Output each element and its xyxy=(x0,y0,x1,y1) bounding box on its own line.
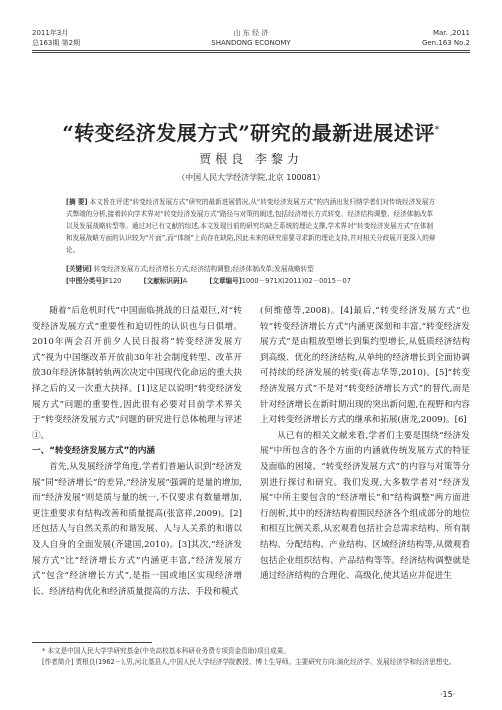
footnote-rule xyxy=(32,642,152,643)
keywords-label: [关键词] xyxy=(66,265,92,273)
section-heading-1: 一、“转变经济发展方式”的内涵 xyxy=(32,446,156,457)
article-title-text: “转变经济发展方式”研究的最新进展述评 xyxy=(62,121,435,145)
keywords-line xyxy=(66,263,436,275)
title-footnote-mark: * xyxy=(434,125,440,136)
affiliation: （中国人民大学经济学院,北京 100081） xyxy=(177,173,325,182)
authors: 贾根良 李黎力 xyxy=(199,152,303,166)
article-title xyxy=(0,117,502,146)
abstract xyxy=(66,196,436,256)
clc-value: F120 xyxy=(105,277,122,285)
author-bio: [作者简介] 贾根良(1962－),男,河北藁县人,中国人民大学经济学院教授、博士生导师。主要研究方向:演化经济学、发展经济学和经济思想史。 xyxy=(42,658,456,666)
header-rule-bottom xyxy=(32,52,470,53)
section-1-paragraph: 首先,从发展经济学角度,学者们普遍认识到“经济发展”同“经济增长”的差异,“经济发展”强调的是量的增加,而“经济发展”则是质与量的统一,不仅要求有数量增加,更注重要求有结构改善和质量提高(张富祥,2009)。[2]还包括人与自然关系的和谐发展、人与人关系的和谐以及人自身的全面发展(齐建国,2010)。[3]其次,“经济发展方式”比“经济增长方式”内涵更丰富,“经济发展方式”包含“经济增长方式”,是指一国或地区实现经济增长、经济结构优化和经济质量提高的方法、手段和模式 xyxy=(32,461,242,597)
footnote xyxy=(32,646,472,668)
right-paragraph-1: (何维德等,2008)。[4]最后,“转变经济发展方式”也较“转变经济增长方式”内涵更深刻和丰富,“转变经济发展方式”是由粗放型增长到集约型增长,从低质经济结构到高级、优化的经济结构,从单纯的经济增长到全面协调可持续的经济发展的转变(蒋志华等,2010)。[5]“转变经济发展方式”不是对“转变经济增长方式”的替代,而是针对经济增长在新时期出现的突出新问题,在视野和内容上对转变经济增长方式的继承和拓展(唐龙,2009)。[6] xyxy=(260,306,470,426)
intro-paragraph: 随着“后危机时代”中国面临挑战的日益艰巨,对“转变经济发展方式”重要性和迫切性的认识也与日俱增。2010年两会召开前夕人民日报将“转变经济发展方式”视为中国继改革开放前30年社会制度转型、改革开放30年经济体制转轨两次决定中国现代化命运的重大抉择之后的又一次重大抉择。[1]这足以说明“转变经济发展方式”问题的重要性,因此很有必要对目前学术界关于“转变经济发展方式”问题的研究进行总体梳理与评述①。 xyxy=(32,306,242,441)
header-issue: 总163期 第2期 xyxy=(32,39,81,47)
fund-note: * 本文是中国人民大学学研究基金(中央高校基本科研业务费专项资金资助)项目成果。 xyxy=(42,647,290,655)
right-column xyxy=(260,304,470,585)
article-id-value: 1000－971X(2011)02－0015－07 xyxy=(241,277,351,285)
classification-line xyxy=(66,275,436,287)
header-journal-en: SHANDONG ECONOMY xyxy=(211,39,291,47)
header-issue-en: Gen.163 No.2 xyxy=(421,39,470,47)
abstract-label: [摘 要] xyxy=(66,198,88,206)
page-number: ·15· xyxy=(440,690,456,699)
header-journal-cn: 山 东 经 济 xyxy=(233,29,269,37)
header-rule-top xyxy=(32,50,470,51)
doc-code-value: A xyxy=(182,277,188,285)
doc-code-label: [文献标识码] xyxy=(143,277,183,285)
right-paragraph-2: 从已有的相关文献来看,学者们主要是围绕“经济发展”中所包含的各个方面的内涵就传统发展方式的特征及面临的困境、“转变经济发展方式”的内容与对策等分别进行探讨和研究。我们发现,大多数学者对“经济发展”中所主要包含的“经济增长”和“结构调整”两方面进行剖析,其中的经济结构着围民经济各个组成部分的地位和相互比例关系,从宏观看包括社会总需求结构、所有制结构、分配结构、产业结构、区域经济结构等,从微观看包括企业组织结构、产品结构等等。经济结构调整就是通过经济结构的合理化、高级化,使其适应并促进生 xyxy=(260,430,470,582)
left-column xyxy=(32,304,242,600)
article-id-label: [文章编号] xyxy=(209,277,242,285)
clc-label: [中图分类号] xyxy=(66,277,105,285)
keywords-text: 转变经济发展方式;经济增长方式;经济结构调整;经济体制改革;发展战略转型 xyxy=(93,265,314,273)
header-date: 2011年3月 xyxy=(32,29,69,37)
abstract-text: 本文旨在评述“转变经济发展方式”研究的最新进展情况,从“转变经济发展方式”的内涵出发归纳学者们对传统经济发展方式弊端的分析,接着转向学术界对“转变经济发展方式”路径与对策的阐述,包括经济增长方式转变、经济结构调整、经济体制改革以及发展战略转型等。通过对已有文献的综述,本文发现目前的研究均缺乏系统的理论支撑,学术界对“转变经济发展方式”在体制和发展战略方面的认识较为“片面”,而“体制”上尚存在缺陷,因此未来的研究需要寻求新的理论支持,并对相关分歧展开更深入的辩论。 xyxy=(66,198,436,254)
header-date-en: Mar. ,2011 xyxy=(432,29,470,37)
